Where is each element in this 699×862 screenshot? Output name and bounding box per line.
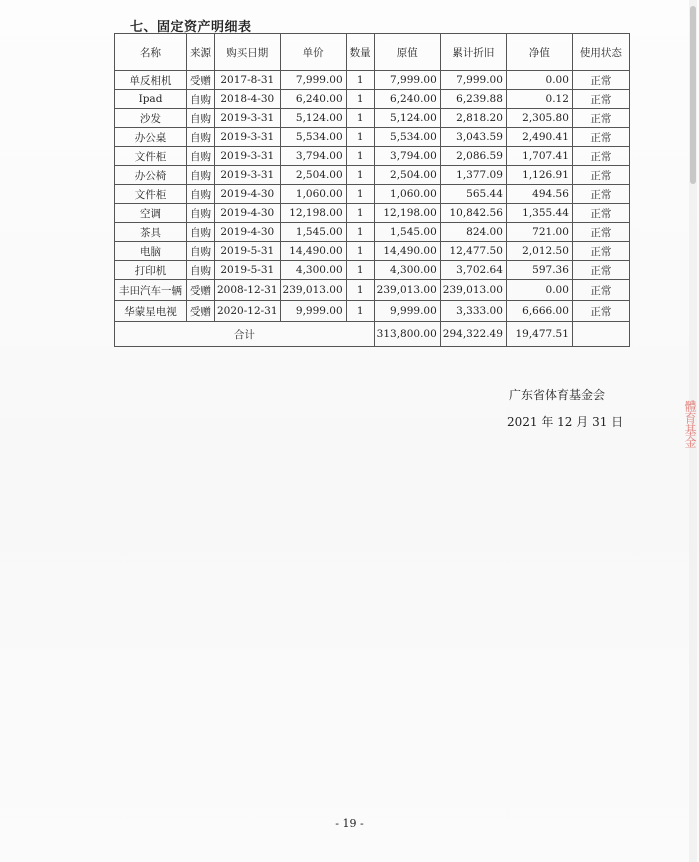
cell-original-value: 2,504.00	[374, 166, 440, 185]
cell-net-value: 0.00	[506, 280, 572, 301]
cell-accumulated-depreciation: 824.00	[440, 223, 506, 242]
cell-net-value: 0.00	[506, 71, 572, 90]
cell-quantity: 1	[346, 261, 374, 280]
cell-unit-price: 4,300.00	[280, 261, 346, 280]
cell-purchase-date: 2019-3-31	[215, 147, 281, 166]
total-row	[115, 322, 630, 347]
cell-purchase-date: 2019-4-30	[215, 185, 281, 204]
header-purchase-date: 购买日期	[215, 34, 281, 71]
cell-original-value: 1,545.00	[374, 223, 440, 242]
cell-name: 打印机	[115, 261, 187, 280]
cell-accumulated-depreciation: 7,999.00	[440, 71, 506, 90]
cell-accumulated-depreciation: 3,333.00	[440, 301, 506, 322]
cell-unit-price: 1,060.00	[280, 185, 346, 204]
header-accumulated-depreciation: 累计折旧	[440, 34, 506, 71]
cell-quantity: 1	[346, 204, 374, 223]
cell-purchase-date: 2019-3-31	[215, 128, 281, 147]
cell-purchase-date: 2019-4-30	[215, 223, 281, 242]
cell-quantity: 1	[346, 223, 374, 242]
cell-status: 正常	[572, 204, 629, 223]
cell-unit-price: 12,198.00	[280, 204, 346, 223]
cell-unit-price: 6,240.00	[280, 90, 346, 109]
cell-name: 华蒙星电视	[115, 301, 187, 322]
cell-source: 自购	[187, 204, 215, 223]
cell-purchase-date: 2019-3-31	[215, 109, 281, 128]
cell-quantity: 1	[346, 71, 374, 90]
table-row	[115, 280, 630, 301]
cell-name: 文件柜	[115, 147, 187, 166]
cell-status: 正常	[572, 261, 629, 280]
cell-name: Ipad	[115, 90, 187, 109]
cell-name: 空调	[115, 204, 187, 223]
cell-purchase-date: 2018-4-30	[215, 90, 281, 109]
seal-stamp: 體育基金	[683, 400, 697, 448]
table-row	[115, 185, 630, 204]
header-status: 使用状态	[572, 34, 629, 71]
scrollbar-thumb[interactable]	[690, 6, 696, 184]
cell-quantity: 1	[346, 128, 374, 147]
cell-original-value: 6,240.00	[374, 90, 440, 109]
cell-purchase-date: 2019-5-31	[215, 242, 281, 261]
header-name: 名称	[115, 34, 187, 71]
cell-source: 自购	[187, 223, 215, 242]
cell-original-value: 9,999.00	[374, 301, 440, 322]
cell-name: 茶具	[115, 223, 187, 242]
cell-net-value: 494.56	[506, 185, 572, 204]
table-row	[115, 71, 630, 90]
table-row	[115, 242, 630, 261]
cell-unit-price: 1,545.00	[280, 223, 346, 242]
cell-source: 自购	[187, 90, 215, 109]
cell-purchase-date: 2019-3-31	[215, 166, 281, 185]
signature-date: 2021 年 12 月 31 日	[507, 415, 624, 429]
cell-status: 正常	[572, 280, 629, 301]
cell-status: 正常	[572, 128, 629, 147]
cell-status: 正常	[572, 90, 629, 109]
cell-quantity: 1	[346, 147, 374, 166]
cell-unit-price: 5,124.00	[280, 109, 346, 128]
cell-source: 自购	[187, 185, 215, 204]
header-quantity: 数量	[346, 34, 374, 71]
cell-net-value: 597.36	[506, 261, 572, 280]
cell-source: 受赠	[187, 280, 215, 301]
table-row	[115, 301, 630, 322]
cell-name: 沙发	[115, 109, 187, 128]
cell-status: 正常	[572, 301, 629, 322]
cell-purchase-date: 2019-4-30	[215, 204, 281, 223]
cell-source: 自购	[187, 261, 215, 280]
cell-original-value: 3,794.00	[374, 147, 440, 166]
cell-source: 自购	[187, 242, 215, 261]
cell-quantity: 1	[346, 90, 374, 109]
page-number: - 19 -	[335, 817, 364, 830]
cell-net-value: 2,490.41	[506, 128, 572, 147]
cell-net-value: 1,707.41	[506, 147, 572, 166]
cell-unit-price: 5,534.00	[280, 128, 346, 147]
cell-accumulated-depreciation: 2,086.59	[440, 147, 506, 166]
cell-source: 受赠	[187, 71, 215, 90]
table-row	[115, 261, 630, 280]
cell-purchase-date: 2017-8-31	[215, 71, 281, 90]
cell-original-value: 1,060.00	[374, 185, 440, 204]
cell-quantity: 1	[346, 301, 374, 322]
cell-unit-price: 7,999.00	[280, 71, 346, 90]
cell-name: 办公桌	[115, 128, 187, 147]
organization-name: 广东省体育基金会	[509, 388, 606, 402]
section-title: 七、固定资产明细表	[130, 20, 252, 35]
cell-status: 正常	[572, 71, 629, 90]
cell-source: 自购	[187, 147, 215, 166]
header-net-value: 净值	[506, 34, 572, 71]
table-row	[115, 128, 630, 147]
cell-unit-price: 14,490.00	[280, 242, 346, 261]
cell-net-value: 721.00	[506, 223, 572, 242]
header-unit-price: 单价	[280, 34, 346, 71]
cell-status: 正常	[572, 166, 629, 185]
cell-accumulated-depreciation: 3,702.64	[440, 261, 506, 280]
cell-original-value: 239,013.00	[374, 280, 440, 301]
cell-quantity: 1	[346, 166, 374, 185]
cell-accumulated-depreciation: 6,239.88	[440, 90, 506, 109]
cell-name: 丰田汽车一辆	[115, 280, 187, 301]
cell-accumulated-depreciation: 239,013.00	[440, 280, 506, 301]
table-row	[115, 90, 630, 109]
total-original-value: 313,800.00	[374, 322, 440, 347]
cell-net-value: 6,666.00	[506, 301, 572, 322]
table-row	[115, 166, 630, 185]
cell-original-value: 5,534.00	[374, 128, 440, 147]
cell-net-value: 2,305.80	[506, 109, 572, 128]
cell-status: 正常	[572, 147, 629, 166]
cell-purchase-date: 2019-5-31	[215, 261, 281, 280]
cell-status: 正常	[572, 185, 629, 204]
cell-quantity: 1	[346, 242, 374, 261]
cell-original-value: 12,198.00	[374, 204, 440, 223]
cell-accumulated-depreciation: 10,842.56	[440, 204, 506, 223]
cell-source: 受赠	[187, 301, 215, 322]
cell-quantity: 1	[346, 280, 374, 301]
table-row	[115, 109, 630, 128]
table-header-row	[115, 34, 630, 71]
cell-unit-price: 3,794.00	[280, 147, 346, 166]
cell-name: 电脑	[115, 242, 187, 261]
total-status	[572, 322, 629, 347]
cell-status: 正常	[572, 109, 629, 128]
cell-unit-price: 2,504.00	[280, 166, 346, 185]
cell-original-value: 5,124.00	[374, 109, 440, 128]
header-original-value: 原值	[374, 34, 440, 71]
cell-purchase-date: 2020-12-31	[215, 301, 281, 322]
cell-status: 正常	[572, 223, 629, 242]
table-row	[115, 223, 630, 242]
fixed-assets-table	[114, 33, 630, 347]
cell-unit-price: 239,013.00	[280, 280, 346, 301]
cell-net-value: 2,012.50	[506, 242, 572, 261]
cell-accumulated-depreciation: 2,818.20	[440, 109, 506, 128]
cell-status: 正常	[572, 242, 629, 261]
cell-net-value: 0.12	[506, 90, 572, 109]
total-net-value: 19,477.51	[506, 322, 572, 347]
cell-accumulated-depreciation: 3,043.59	[440, 128, 506, 147]
cell-original-value: 4,300.00	[374, 261, 440, 280]
cell-quantity: 1	[346, 185, 374, 204]
table-row	[115, 147, 630, 166]
total-accumulated-depreciation: 294,322.49	[440, 322, 506, 347]
cell-source: 自购	[187, 128, 215, 147]
cell-accumulated-depreciation: 565.44	[440, 185, 506, 204]
cell-quantity: 1	[346, 109, 374, 128]
cell-name: 单反相机	[115, 71, 187, 90]
cell-original-value: 14,490.00	[374, 242, 440, 261]
cell-name: 办公椅	[115, 166, 187, 185]
header-source: 来源	[187, 34, 215, 71]
cell-accumulated-depreciation: 12,477.50	[440, 242, 506, 261]
cell-original-value: 7,999.00	[374, 71, 440, 90]
cell-source: 自购	[187, 109, 215, 128]
cell-unit-price: 9,999.00	[280, 301, 346, 322]
cell-purchase-date: 2008-12-31	[215, 280, 281, 301]
total-label: 合计	[115, 322, 375, 347]
cell-accumulated-depreciation: 1,377.09	[440, 166, 506, 185]
cell-source: 自购	[187, 166, 215, 185]
cell-name: 文件柜	[115, 185, 187, 204]
table-row	[115, 204, 630, 223]
cell-net-value: 1,355.44	[506, 204, 572, 223]
cell-net-value: 1,126.91	[506, 166, 572, 185]
